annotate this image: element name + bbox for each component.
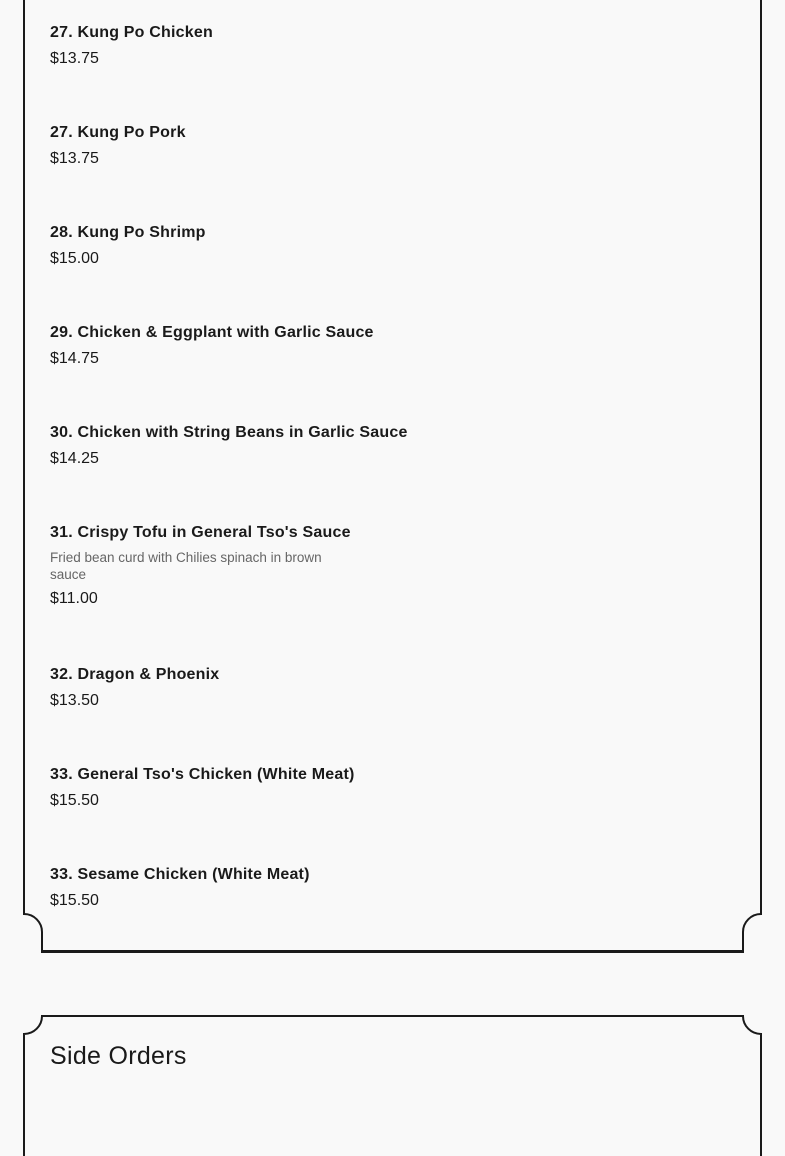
menu-item[interactable]	[50, 423, 408, 469]
menu-item-name: 33. Sesame Chicken (White Meat)	[50, 866, 310, 883]
menu-item[interactable]	[50, 223, 370, 269]
menu-item-name: 29. Chicken & Eggplant with Garlic Sauce	[50, 324, 374, 341]
menu-item[interactable]	[50, 865, 370, 911]
menu-item[interactable]	[50, 765, 370, 811]
menu-item[interactable]	[50, 23, 370, 69]
menu-item[interactable]	[50, 523, 370, 609]
menu-section-card	[24, 0, 761, 952]
menu-item-name: 31. Crispy Tofu in General Tso's Sauce	[50, 524, 351, 541]
menu-item-price: $15.00	[50, 250, 99, 267]
menu-item-price: $15.50	[50, 792, 99, 809]
menu-item-name: 27. Kung Po Chicken	[50, 24, 213, 41]
menu-item[interactable]	[50, 123, 370, 169]
menu-item-price: $14.75	[50, 350, 99, 367]
menu-item-name: 30. Chicken with String Beans in Garlic Sauce	[50, 424, 408, 441]
menu-item-name: 27. Kung Po Pork	[50, 124, 186, 141]
card-border	[24, 1016, 761, 1156]
menu-item-name: 32. Dragon & Phoenix	[50, 666, 220, 683]
menu-item-name: 28. Kung Po Shrimp	[50, 224, 206, 241]
menu-item-price: $13.50	[50, 692, 99, 709]
menu-item-description: Fried bean curd with Chilies spinach in brown sauce	[50, 550, 322, 582]
section-title: Side Orders	[50, 1042, 187, 1070]
menu-item-price: $15.50	[50, 892, 99, 909]
menu-item-name: 33. General Tso's Chicken (White Meat)	[50, 766, 355, 783]
menu-item[interactable]	[50, 323, 374, 369]
menu-item-price: $13.75	[50, 50, 99, 67]
side-orders-card	[24, 1016, 761, 1156]
menu-item-price: $13.75	[50, 150, 99, 167]
menu-item[interactable]	[50, 665, 370, 711]
menu-item-price: $11.00	[50, 590, 98, 607]
menu-item-price: $14.25	[50, 450, 99, 467]
